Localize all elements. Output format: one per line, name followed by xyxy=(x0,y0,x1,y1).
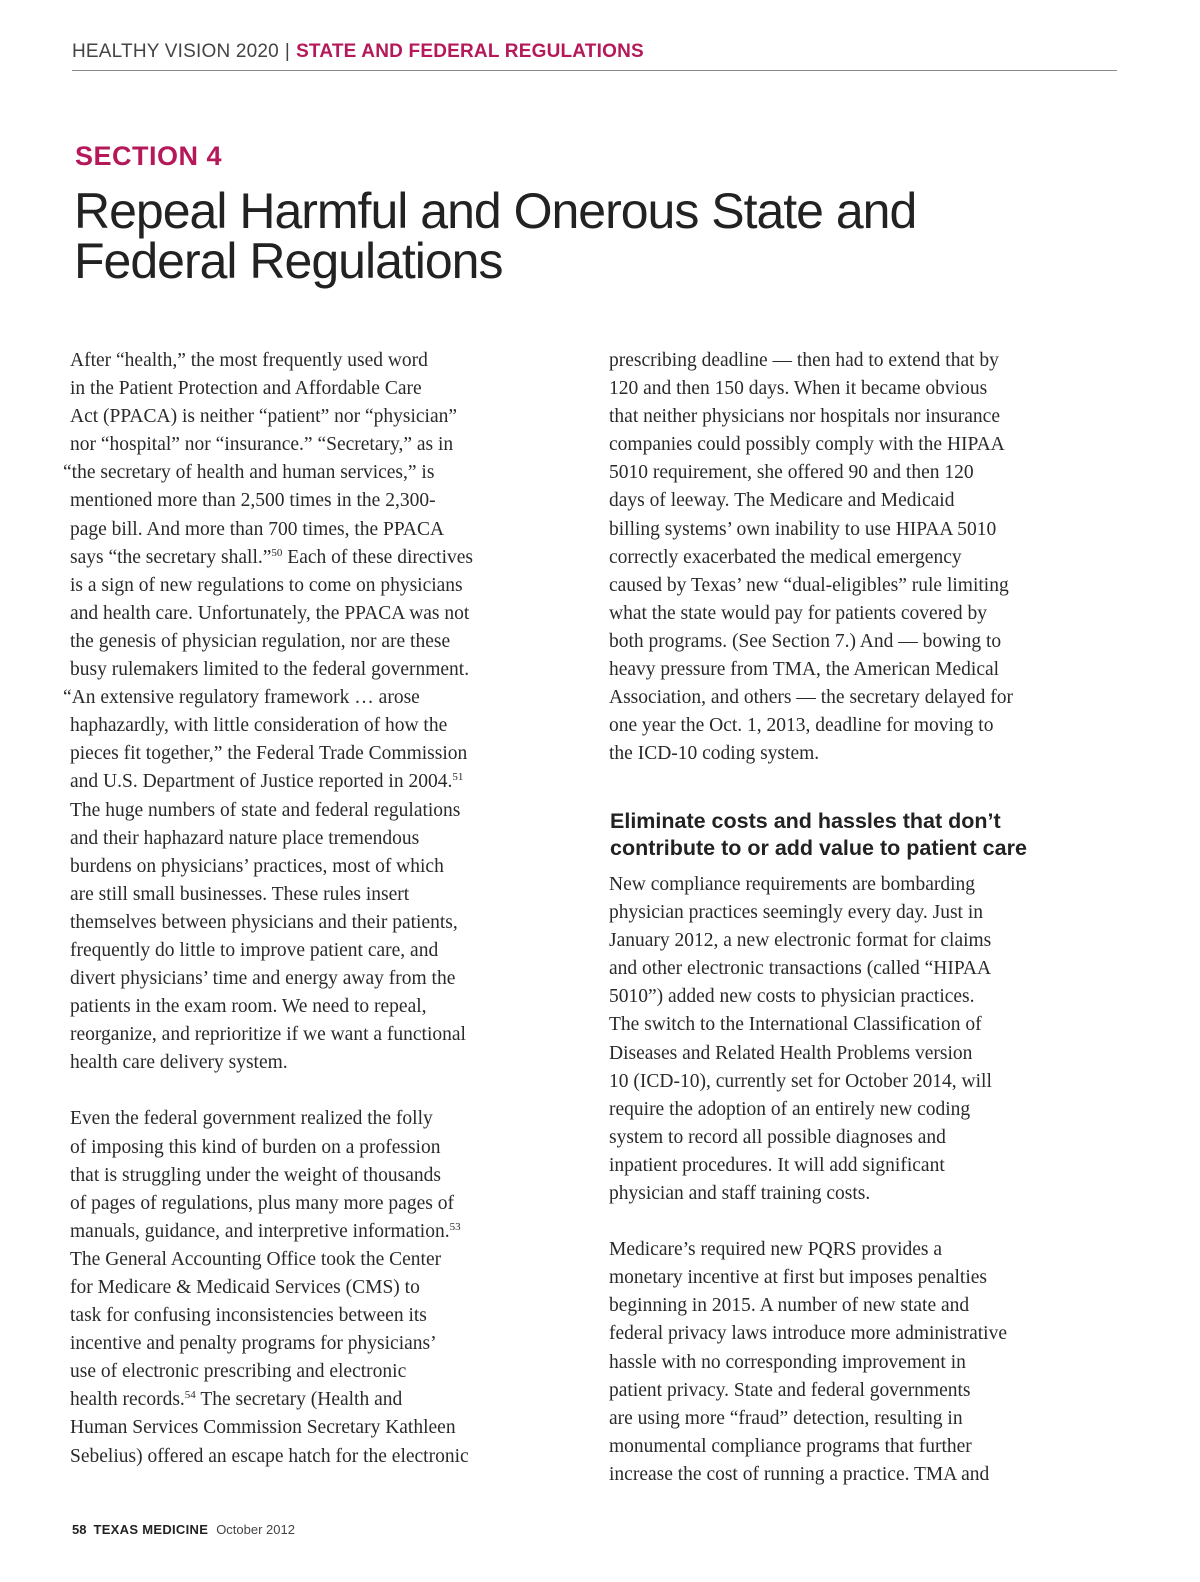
header-rule xyxy=(72,70,1117,71)
right-column xyxy=(609,347,1099,768)
text-line: 5010”) added new costs to physician practices. xyxy=(609,986,975,1008)
text-line: days of leeway. The Medicare and Medicaid xyxy=(609,490,955,512)
text-line: in the Patient Protection and Affordable Care xyxy=(70,378,422,400)
right-column-continued xyxy=(609,871,1099,1489)
text-line: the ICD-10 coding system. xyxy=(609,743,820,765)
text-line: are using more “fraud” detection, resulting in xyxy=(609,1407,963,1429)
page-title xyxy=(74,183,1074,289)
text-line: inpatient procedures. It will add significant xyxy=(609,1154,945,1176)
text-line: what the state would pay for patients covered by xyxy=(609,602,987,624)
text-line: busy rulemakers limited to the federal government. xyxy=(70,659,470,681)
text-line: task for confusing inconsistencies between its xyxy=(70,1305,427,1327)
text-line: that neither physicians nor hospitals nor insurance xyxy=(609,406,1000,428)
text-line: and other electronic transactions (called “HIPAA xyxy=(609,958,992,980)
text-line: increase the cost of running a practice. TMA and xyxy=(609,1463,990,1485)
text-line xyxy=(0,1386,560,1414)
text-line: health care delivery system. xyxy=(70,1052,288,1074)
text-line: divert physicians’ time and energy away from the xyxy=(70,968,456,990)
text-line: Association, and others — the secretary delayed for xyxy=(609,687,1013,709)
text-run: Each of these directives xyxy=(282,546,474,568)
text-line: page bill. And more than 700 times, the PPACA xyxy=(70,518,445,540)
text-line: monetary incentive at first but imposes penalties xyxy=(609,1267,987,1289)
text-line xyxy=(0,544,560,572)
paragraph xyxy=(609,871,1099,1208)
text-line: nor “hospital” nor “insurance.” “Secretary,” as in xyxy=(70,434,454,456)
text-line: that is struggling under the weight of thousands xyxy=(70,1164,441,1186)
paragraph xyxy=(0,347,560,1077)
text-line: is a sign of new regulations to come on physicians xyxy=(70,574,463,596)
paragraph xyxy=(0,1105,560,1470)
title-line: Federal Regulations xyxy=(74,233,503,289)
text-line: for Medicare & Medicaid Services (CMS) to xyxy=(70,1277,420,1298)
text-line: heavy pressure from TMA, the American Medical xyxy=(609,659,1000,681)
text-line: The switch to the International Classification of xyxy=(609,1014,982,1036)
text-line: beginning in 2015. A number of new state and xyxy=(609,1295,970,1317)
text-line: mentioned more than 2,500 times in the 2,300- xyxy=(70,490,436,512)
text-line: patient privacy. State and federal governments xyxy=(609,1379,971,1401)
text-line: federal privacy laws introduce more administrative xyxy=(609,1323,1007,1345)
text-line: Human Services Commission Secretary Kathleen xyxy=(70,1417,456,1439)
text-line: Medicare’s required new PQRS provides a xyxy=(609,1239,943,1261)
text-line: New compliance requirements are bombarding xyxy=(609,874,976,895)
paragraph xyxy=(609,1236,1099,1489)
publication-series: HEALTHY VISION 2020 xyxy=(72,41,279,62)
text-run: says “the secretary shall.” xyxy=(70,546,272,568)
text-line: Even the federal government realized the folly xyxy=(70,1108,433,1130)
page-number: 58 xyxy=(72,1522,87,1537)
text-line: themselves between physicians and their patients, xyxy=(70,911,458,933)
text-line: hassle with no corresponding improvement in xyxy=(609,1351,966,1373)
text-line: Sebelius) offered an escape hatch for the electronic xyxy=(70,1445,469,1467)
text-line: 10 (ICD-10), currently set for October 2014, will xyxy=(609,1070,992,1092)
text-line: haphazardly, with little consideration of how the xyxy=(70,715,448,737)
text-line: both programs. (See Section 7.) And — bowing to xyxy=(609,630,1002,652)
footnote-ref: 50 xyxy=(271,546,283,559)
text-line: 120 and then 150 days. When it became obvious xyxy=(609,378,988,400)
text-line: frequently do little to improve patient care, and xyxy=(70,939,439,961)
text-line: the genesis of physician regulation, nor are these xyxy=(70,630,451,652)
text-line: Act (PPACA) is neither “patient” nor “physician” xyxy=(70,406,458,428)
text-line: companies could possibly comply with the HIPAA xyxy=(609,434,1005,456)
text-line: billing systems’ own inability to use HIPAA 5010 xyxy=(609,518,997,540)
text-line: incentive and penalty programs for physicians’ xyxy=(70,1333,437,1355)
text-line: require the adoption of an entirely new coding xyxy=(609,1098,971,1120)
subheading-line: contribute to or add value to patient care xyxy=(610,836,1027,860)
header-topic: STATE AND FEDERAL REGULATIONS xyxy=(296,41,644,62)
subheading-line: Eliminate costs and hassles that don’t xyxy=(610,809,1001,833)
page-footer xyxy=(72,1522,295,1537)
text-line: system to record all possible diagnoses and xyxy=(609,1126,946,1148)
text-line: caused by Texas’ new “dual-eligibles” rule limiting xyxy=(609,574,1009,596)
text-run: health records. xyxy=(70,1389,185,1411)
text-line: are still small businesses. These rules insert xyxy=(70,883,410,905)
text-line: burdens on physicians’ practices, most of which xyxy=(70,855,444,877)
text-line: After “health,” the most frequently used word xyxy=(70,350,428,371)
text-line: and health care. Unfortunately, the PPACA was not xyxy=(70,602,470,624)
subsection-heading xyxy=(610,808,1027,862)
text-line: prescribing deadline — then had to extend that by xyxy=(609,350,999,371)
text-line: Diseases and Related Health Problems version xyxy=(609,1042,973,1064)
section-label: SECTION 4 xyxy=(75,141,223,171)
text-line: 5010 requirement, she offered 90 and then 120 xyxy=(609,462,974,484)
text-line: physician practices seemingly every day. Just in xyxy=(609,902,984,924)
running-header xyxy=(72,40,1117,64)
text-line: physician and staff training costs. xyxy=(609,1183,871,1205)
text-run: The secretary (Health and xyxy=(195,1389,403,1411)
text-line: correctly exacerbated the medical emergency xyxy=(609,546,962,568)
text-line: “the secretary of health and human services,” is xyxy=(63,462,435,484)
text-line xyxy=(0,768,560,796)
text-run: and U.S. Department of Justice reported in 2004. xyxy=(70,771,453,793)
issue-date: October 2012 xyxy=(216,1522,295,1537)
text-line: pieces fit together,” the Federal Trade Commission xyxy=(70,743,468,765)
text-line: and their haphazard nature place tremendous xyxy=(70,827,420,849)
text-line: of pages of regulations, plus many more pages of xyxy=(70,1192,454,1214)
text-line: The General Accounting Office took the Center xyxy=(70,1248,442,1270)
text-line: of imposing this kind of burden on a profession xyxy=(70,1136,441,1158)
text-line xyxy=(0,1218,560,1246)
paragraph xyxy=(609,347,1099,768)
text-line: “An extensive regulatory framework … arose xyxy=(63,687,420,709)
text-line: January 2012, a new electronic format for claims xyxy=(609,930,992,952)
footnote-ref: 53 xyxy=(449,1220,461,1233)
text-line: The huge numbers of state and federal regulations xyxy=(70,799,461,821)
text-line: use of electronic prescribing and electronic xyxy=(70,1361,407,1383)
footnote-ref: 54 xyxy=(184,1389,196,1402)
text-run: manuals, guidance, and interpretive information. xyxy=(70,1220,450,1242)
text-line: one year the Oct. 1, 2013, deadline for moving to xyxy=(609,715,994,737)
title-line: Repeal Harmful and Onerous State and xyxy=(74,183,917,239)
text-line: reorganize, and reprioritize if we want a functional xyxy=(70,1024,466,1046)
magazine-name: TEXAS MEDICINE xyxy=(93,1522,209,1537)
header-separator: | xyxy=(284,41,291,62)
text-line: patients in the exam room. We need to repeal, xyxy=(70,996,427,1018)
text-line: monumental compliance programs that further xyxy=(609,1435,972,1457)
left-column xyxy=(0,347,560,1471)
footnote-ref: 51 xyxy=(452,771,464,784)
